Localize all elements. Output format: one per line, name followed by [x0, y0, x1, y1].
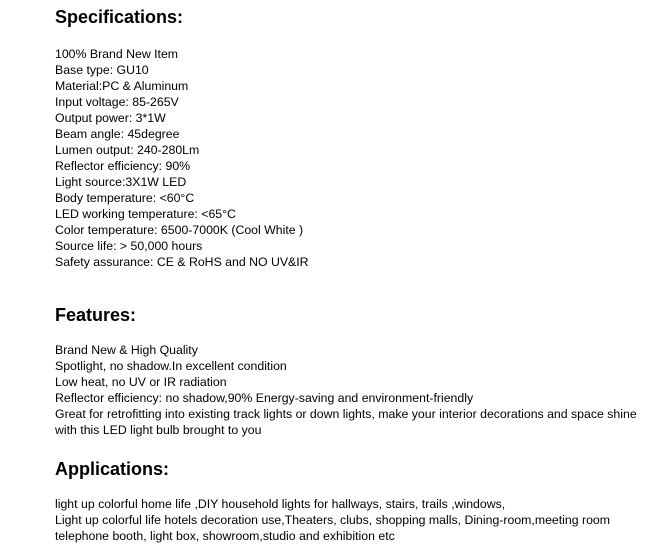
feature-item-retrofitting: Great for retrofitting into existing track lights or down lights, make your interior decorations and space shine with this LED light bulb brought to you — [55, 407, 637, 437]
features-heading: Features: — [55, 305, 137, 325]
spec-item-safety-assurance: Safety assurance: CE & RoHS and NO UV&IR — [55, 255, 309, 269]
spec-item-color-temperature: Color temperature: 6500-7000K (Cool White ) — [55, 223, 304, 237]
spec-item-body-temperature: Body temperature: <60°C — [55, 191, 195, 205]
application-item-home: light up colorful home life ,DIY household lights for hallways, stairs, trails ,windows, — [55, 497, 506, 511]
spec-item-reflector-efficiency: Reflector efficiency: 90% — [55, 159, 191, 173]
specifications-heading: Specifications: — [55, 7, 184, 27]
spec-item-material: Material:PC & Aluminum — [55, 79, 189, 93]
applications-heading: Applications: — [55, 459, 170, 479]
spec-item-base-type: Base type: GU10 — [55, 63, 149, 77]
feature-item-quality: Brand New & High Quality — [55, 343, 198, 357]
spec-item-input-voltage: Input voltage: 85-265V — [55, 95, 179, 109]
spec-item-source-life: Source life: > 50,000 hours — [55, 239, 203, 253]
spec-item-beam-angle: Beam angle: 45degree — [55, 127, 180, 141]
application-item-hotels: Light up colorful life hotels decoration use,Theaters, clubs, shopping malls, Dining-room,meeting room — [55, 513, 611, 527]
spec-item-brand-new: 100% Brand New Item — [55, 47, 179, 61]
spec-item-lumen-output: Lumen output: 240-280Lm — [55, 143, 200, 157]
spec-item-light-source: Light source:3X1W LED — [55, 175, 187, 189]
feature-item-spotlight: Spotlight, no shadow.In excellent condition — [55, 359, 287, 373]
feature-item-energy-saving: Reflector efficiency: no shadow,90% Energy-saving and environment-friendly — [55, 391, 474, 405]
application-item-booth: telephone booth, light box, showroom,studio and exhibition etc — [55, 529, 395, 543]
features-list — [55, 342, 651, 438]
specifications-list — [55, 46, 309, 270]
spec-item-output-power: Output power: 3*1W — [55, 111, 166, 125]
spec-item-led-working-temperature: LED working temperature: <65°C — [55, 207, 236, 221]
applications-list — [55, 496, 610, 544]
feature-item-low-heat: Low heat, no UV or IR radiation — [55, 375, 227, 389]
